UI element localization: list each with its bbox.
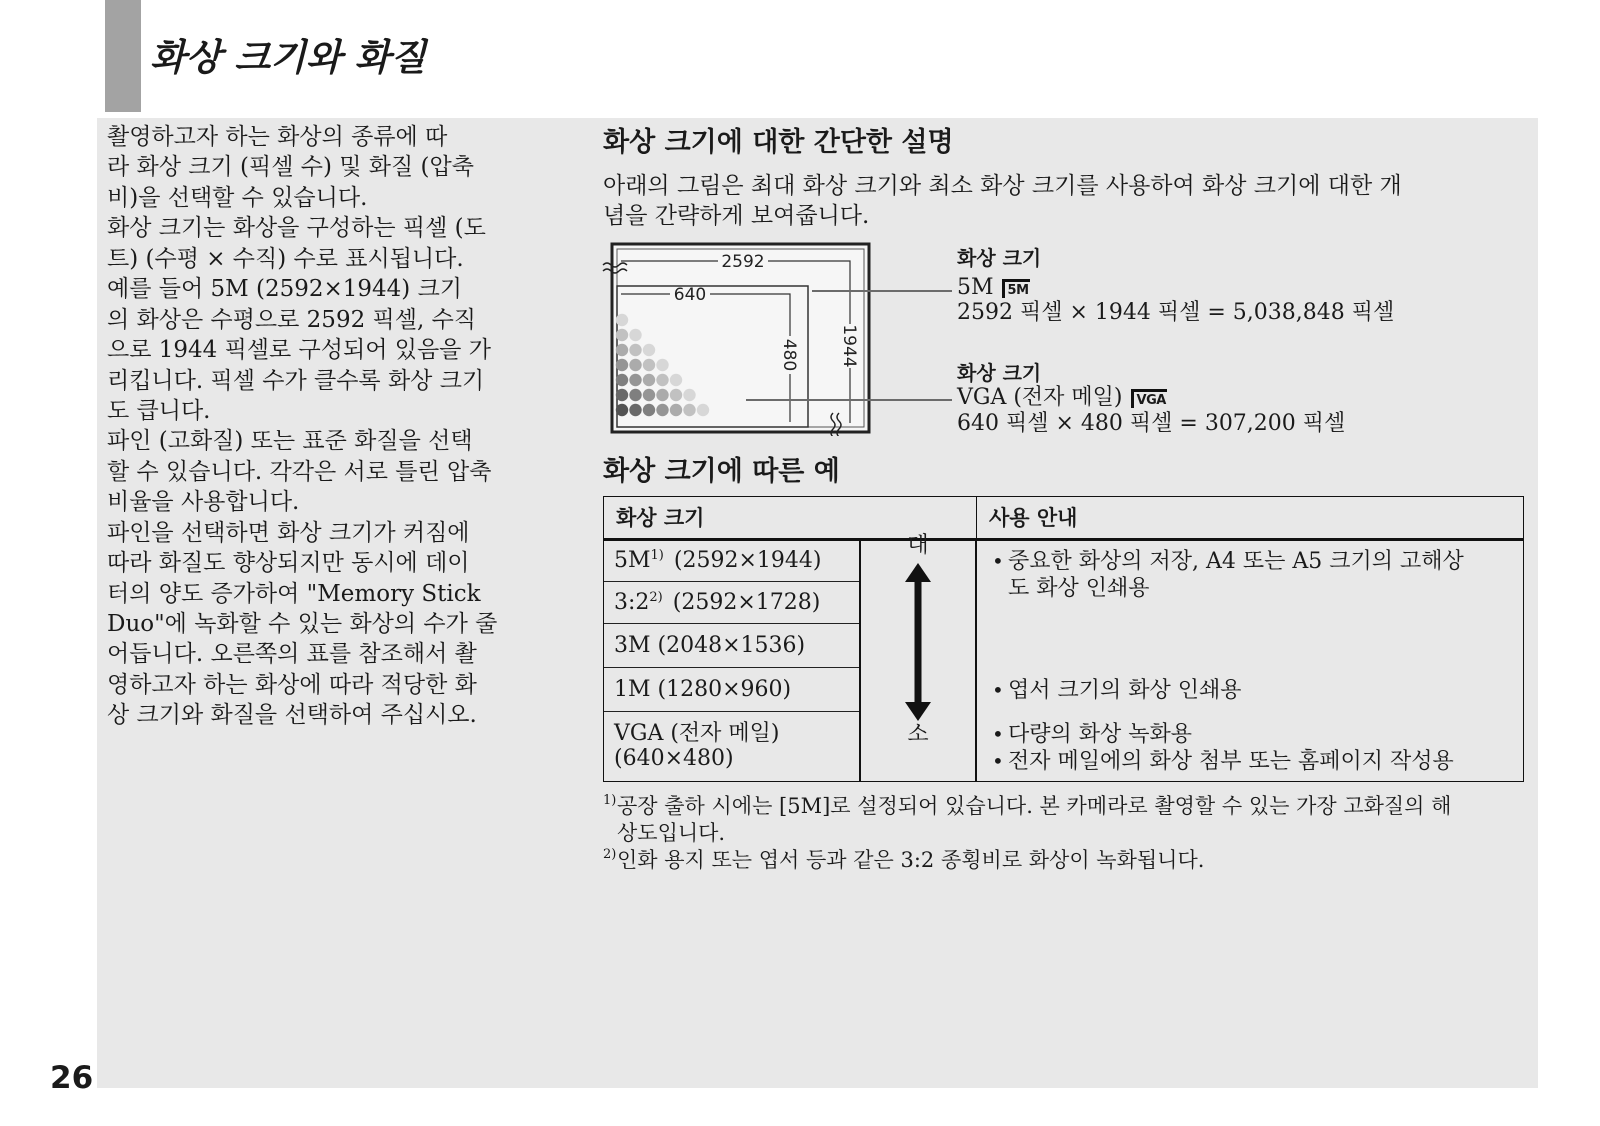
diagram-dot: [616, 344, 628, 356]
callout-size-5m: [957, 275, 1030, 301]
footnote-mark: 1): [603, 793, 617, 808]
diagram-dot: [656, 359, 668, 371]
intro-line: 영하고자 하는 화상에 따라 적당한 화: [107, 671, 477, 698]
intro-line: 의 화상은 수평으로 2592 픽셀, 수직: [107, 306, 477, 333]
section-tab-bar: [105, 0, 141, 112]
table-row-3-2: [604, 581, 859, 623]
usage-line: 전자 메일에의 화상 첨부 또는 홈페이지 작성용: [1008, 749, 1454, 774]
image-size-5m-icon: 5M: [1002, 279, 1030, 298]
table-header-usage: 사용 안내: [976, 497, 1522, 539]
intro-line: 상 크기와 화질을 선택하여 주십시오.: [107, 702, 477, 729]
diagram-dot: [616, 314, 628, 326]
diagram-dot: [629, 329, 641, 341]
callout-size-name: 5M: [957, 275, 994, 300]
diagram-dot: [643, 344, 655, 356]
intro-line: 할 수 있습니다. 각각은 서로 틀린 압축: [107, 458, 492, 485]
max-image-frame: [612, 244, 869, 432]
intro-text-column: [107, 122, 557, 731]
diagram-dot: [629, 359, 641, 371]
diagram-dot: [629, 389, 641, 401]
min-height-label: 480: [779, 338, 799, 372]
usage-line: 중요한 화상의 저장, A4 또는 A5 크기의 고해상: [1008, 549, 1464, 574]
intro-line: 촬영하고자 하는 화상의 종류에 따: [107, 124, 448, 150]
usage-line: 도 화상 인쇄용: [1008, 576, 1150, 601]
footnote-mark: 2): [603, 847, 617, 862]
footnote-1: [603, 793, 1451, 847]
callout-formula-5m: 2592 픽셀 × 1944 픽셀 = 5,038,848 픽셀: [957, 300, 1395, 325]
intro-line: 도 큽니다.: [107, 397, 211, 424]
scale-low-label: 소: [907, 722, 929, 747]
size-label: VGA (전자 메일): [614, 721, 780, 746]
diagram-dot: [643, 389, 655, 401]
intro-line: 따라 화질도 향상되지만 동시에 데이: [107, 550, 470, 577]
max-height-label: 1944: [839, 324, 859, 368]
diagram-dot: [616, 359, 628, 371]
size-label: 1M: [614, 677, 651, 702]
intro-line: 예를 들어 5M (2592×1944) 크기: [107, 276, 463, 303]
intro-line: 비율을 사용합니다.: [107, 489, 300, 516]
intro-line: 파인을 선택하면 화상 크기가 커짐에: [107, 519, 470, 546]
overview-heading: 화상 크기에 대한 간단한 설명: [603, 127, 954, 158]
size-label: 3M: [614, 633, 651, 658]
usage-item: [992, 748, 1512, 775]
diagram-dot: [670, 389, 682, 401]
intro-line: 파인 (고화질) 또는 표준 화질을 선택: [107, 428, 473, 455]
footnote-line: 상도입니다.: [617, 821, 726, 845]
size-dimensions: (640×480): [614, 746, 734, 771]
diagram-dot: [670, 404, 682, 416]
footnote-line: 공장 출하 시에는 [5M]로 설정되어 있습니다. 본 카메라로 촬영할 수 있는 가장 고화질의 해: [617, 794, 1452, 818]
bullet: •: [992, 549, 1004, 573]
intro-line: 비)을 선택할 수 있습니다.: [107, 184, 368, 211]
footnote-line: 인화 용지 또는 엽서 등과 같은 3:2 종횡비로 화상이 녹화됩니다.: [617, 848, 1205, 872]
table-header-size: 화상 크기: [616, 506, 705, 530]
overview-paragraph: [603, 171, 1402, 231]
usage-item: [992, 721, 1512, 748]
callout-size-name: VGA (전자 메일): [957, 385, 1123, 410]
diagram-dot: [629, 344, 641, 356]
table-row-3m: [604, 623, 859, 667]
intro-line: 터의 양도 증가하여 "Memory Stick: [107, 580, 481, 607]
usage-line: 엽서 크기의 화상 인쇄용: [1008, 678, 1242, 703]
diagram-dot: [616, 404, 628, 416]
callout-size-vga: [957, 385, 1167, 411]
intro-line: 라 화상 크기 (픽셀 수) 및 화질 (압축: [107, 154, 474, 181]
intro-line: Duo"에 녹화할 수 있는 화상의 수가 줄: [107, 611, 498, 637]
size-scale-arrow-icon: [859, 563, 977, 721]
examples-heading: 화상 크기에 따른 예: [603, 456, 840, 487]
diagram-dot: [643, 404, 655, 416]
diagram-dot: [670, 374, 682, 386]
footnote-2: [603, 847, 1451, 874]
size-dimensions: (2048×1536): [657, 633, 806, 658]
diagram-dot: [616, 374, 628, 386]
callout-heading-vga: 화상 크기: [957, 361, 1042, 385]
image-size-diagram: [600, 236, 956, 436]
image-size-table: [603, 496, 1524, 782]
footnote-ref: 2): [649, 590, 663, 605]
table-row-1m: [604, 667, 859, 711]
scale-high-label: 대: [907, 533, 929, 558]
diagram-dot: [683, 389, 695, 401]
size-label: 3:2: [614, 590, 650, 615]
diagram-dot: [697, 404, 709, 416]
diagram-dot: [643, 374, 655, 386]
bullet: •: [992, 749, 1004, 773]
intro-line: 어듭니다. 오른쪽의 표를 참조해서 촬: [107, 641, 477, 668]
table-row-vga: [604, 711, 859, 780]
page-number: 26: [50, 1060, 94, 1096]
max-width-label: 2592: [721, 252, 765, 272]
diagram-dot: [656, 404, 668, 416]
min-width-label: 640: [673, 285, 707, 305]
page-title: 화상 크기와 화질: [150, 36, 426, 79]
table-row-5m: [604, 541, 859, 581]
callout-formula-vga: 640 픽셀 × 480 픽셀 = 307,200 픽셀: [957, 411, 1346, 436]
diagram-dot: [683, 404, 695, 416]
diagram-dot: [629, 404, 641, 416]
bullet: •: [992, 678, 1004, 702]
overview-line: 념을 간략하게 보여줍니다.: [603, 203, 870, 229]
usage-item: [992, 548, 1512, 602]
footnote-ref: 1): [650, 548, 664, 563]
intro-line: 리킵니다. 픽셀 수가 클수록 화상 크기: [107, 367, 485, 394]
diagram-dot: [629, 374, 641, 386]
diagram-dot: [643, 359, 655, 371]
intro-line: 트) (수평 × 수직) 수로 표시됩니다.: [107, 245, 464, 272]
size-label: 5M: [614, 548, 651, 573]
size-dimensions: (2592×1728): [672, 590, 821, 615]
intro-line: 으로 1944 픽셀로 구성되어 있음을 가: [107, 337, 491, 364]
size-dimensions: (2592×1944): [673, 548, 822, 573]
usage-item: [992, 677, 1512, 704]
intro-line: 화상 크기는 화상을 구성하는 픽셀 (도: [107, 215, 486, 242]
usage-line: 다량의 화상 녹화용: [1008, 722, 1193, 747]
image-size-vga-icon: VGA: [1131, 389, 1167, 408]
overview-line: 아래의 그림은 최대 화상 크기와 최소 화상 크기를 사용하여 화상 크기에 대한 개: [603, 173, 1402, 199]
bullet: •: [992, 722, 1004, 746]
diagram-dot: [616, 329, 628, 341]
footnotes: [603, 793, 1451, 874]
callout-heading-5m: 화상 크기: [957, 246, 1042, 270]
size-dimensions: (1280×960): [657, 677, 792, 702]
diagram-dot: [616, 389, 628, 401]
diagram-dot: [656, 389, 668, 401]
diagram-dot: [656, 374, 668, 386]
